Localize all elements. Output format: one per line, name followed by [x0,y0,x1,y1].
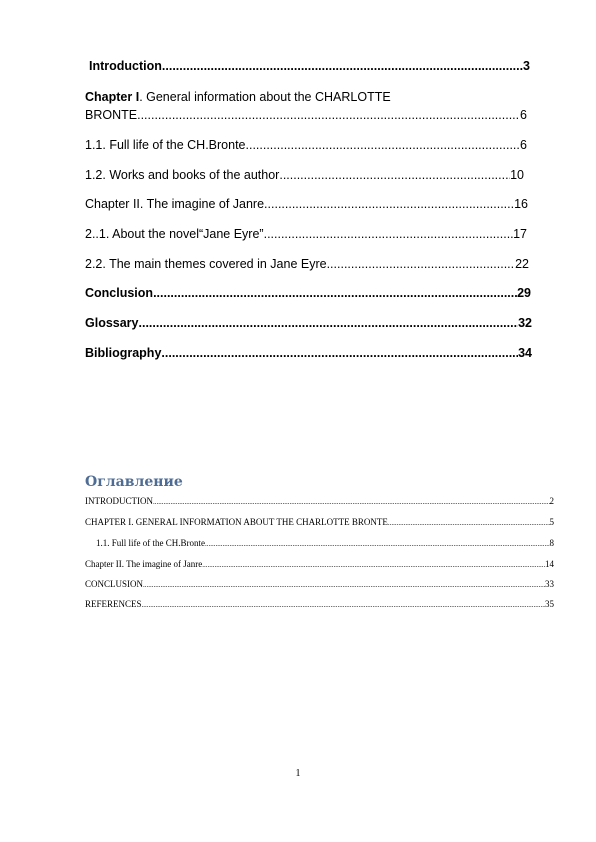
toc-entry-label: BRONTE [85,108,138,122]
toc2-entry-chapter-2[interactable] [85,559,554,571]
toc-entry-page: 6 [520,138,527,152]
dot-leader [153,496,550,508]
toc-entry-chapter-1-cont[interactable] [85,107,527,123]
toc-entry-label: Bibliography [85,346,162,360]
toc2-entry-label: Chapter II. The imagine of Janre [85,559,203,569]
toc-entry-1-1[interactable] [85,137,527,153]
dot-leader [327,256,516,272]
toc2-entry-page: 5 [549,517,554,527]
dot-leader [202,559,545,571]
dot-leader [246,137,521,153]
dot-leader [153,285,517,301]
toc2-entry-references[interactable] [85,599,554,611]
toc2-entry-label: REFERENCES [85,599,142,609]
toc-entry-label: Glossary [85,316,139,330]
dot-leader [162,58,523,74]
toc2-entry-chapter-1[interactable] [85,517,554,529]
toc-entry-page: 34 [518,346,532,360]
toc-entry-page: 22 [515,257,529,271]
toc2-entry-page: 14 [545,559,554,569]
toc2-entry-page: 33 [545,579,554,589]
toc-entry-2-2[interactable] [85,256,529,272]
toc-entry-label: 2..1. About the novel“Jane Eyre” [85,227,264,241]
toc-entry-page: 32 [518,316,532,330]
toc-entry-1-2[interactable] [85,167,524,183]
dot-leader [137,107,520,123]
toc2-entry-label: INTRODUCTION [85,496,153,506]
toc2-entry-page: 35 [545,599,554,609]
toc2-entry-label: 1.1. Full life of the CH.Bronte [96,538,205,548]
toc-entry-label: Conclusion [85,286,154,300]
dot-leader [139,315,519,331]
dot-leader [205,538,550,550]
toc-entry-page: 10 [510,168,524,182]
toc-entry-label-rest: . General information about the CHARLOTTE [139,90,391,104]
toc-entry-glossary[interactable] [85,315,532,331]
toc-entry-chapter-1[interactable] [85,89,530,105]
toc-entry-label-bold: Chapter I [85,90,140,104]
toc-entry-chapter-2[interactable] [85,196,528,212]
toc-entry-label [85,89,391,105]
toc-entry-label: Introduction [89,59,162,73]
toc2-entry-1-1[interactable] [96,538,554,550]
dot-leader [161,345,518,361]
toc2-entry-label: CHAPTER I. GENERAL INFORMATION ABOUT THE CHARLOTTE BRONTE [85,517,388,527]
dot-leader [264,226,514,242]
toc-entry-conclusion[interactable] [85,285,531,301]
toc-entry-page: 6 [520,108,527,122]
toc-entry-label: Chapter II. The imagine of Janre [85,197,265,211]
dot-leader [142,599,545,611]
toc2-entry-label: CONCLUSION [85,579,144,589]
toc2-entry-page: 2 [549,496,554,506]
dot-leader [143,579,545,591]
toc-entry-introduction[interactable] [89,58,530,74]
toc-entry-page: 16 [514,197,528,211]
toc-entry-label: 2.2. The main themes covered in Jane Eyre [85,257,327,271]
toc2-entry-page: 8 [549,538,554,548]
toc-entry-label: 1.1. Full life of the CH.Bronte [85,138,246,152]
toc-entry-page: 17 [513,227,527,241]
toc-heading: Оглавление [85,474,183,490]
toc-entry-label: 1.2. Works and books of the author [85,168,280,182]
toc2-entry-introduction[interactable] [85,496,554,508]
dot-leader [388,517,550,529]
toc-entry-page: 3 [523,59,530,73]
toc-entry-page: 29 [517,286,531,300]
toc-entry-bibliography[interactable] [85,345,532,361]
toc-entry-2-1[interactable] [85,226,527,242]
toc2-entry-conclusion[interactable] [85,579,554,591]
dot-leader [279,167,510,183]
page-number: 1 [295,768,301,779]
dot-leader [264,196,514,212]
